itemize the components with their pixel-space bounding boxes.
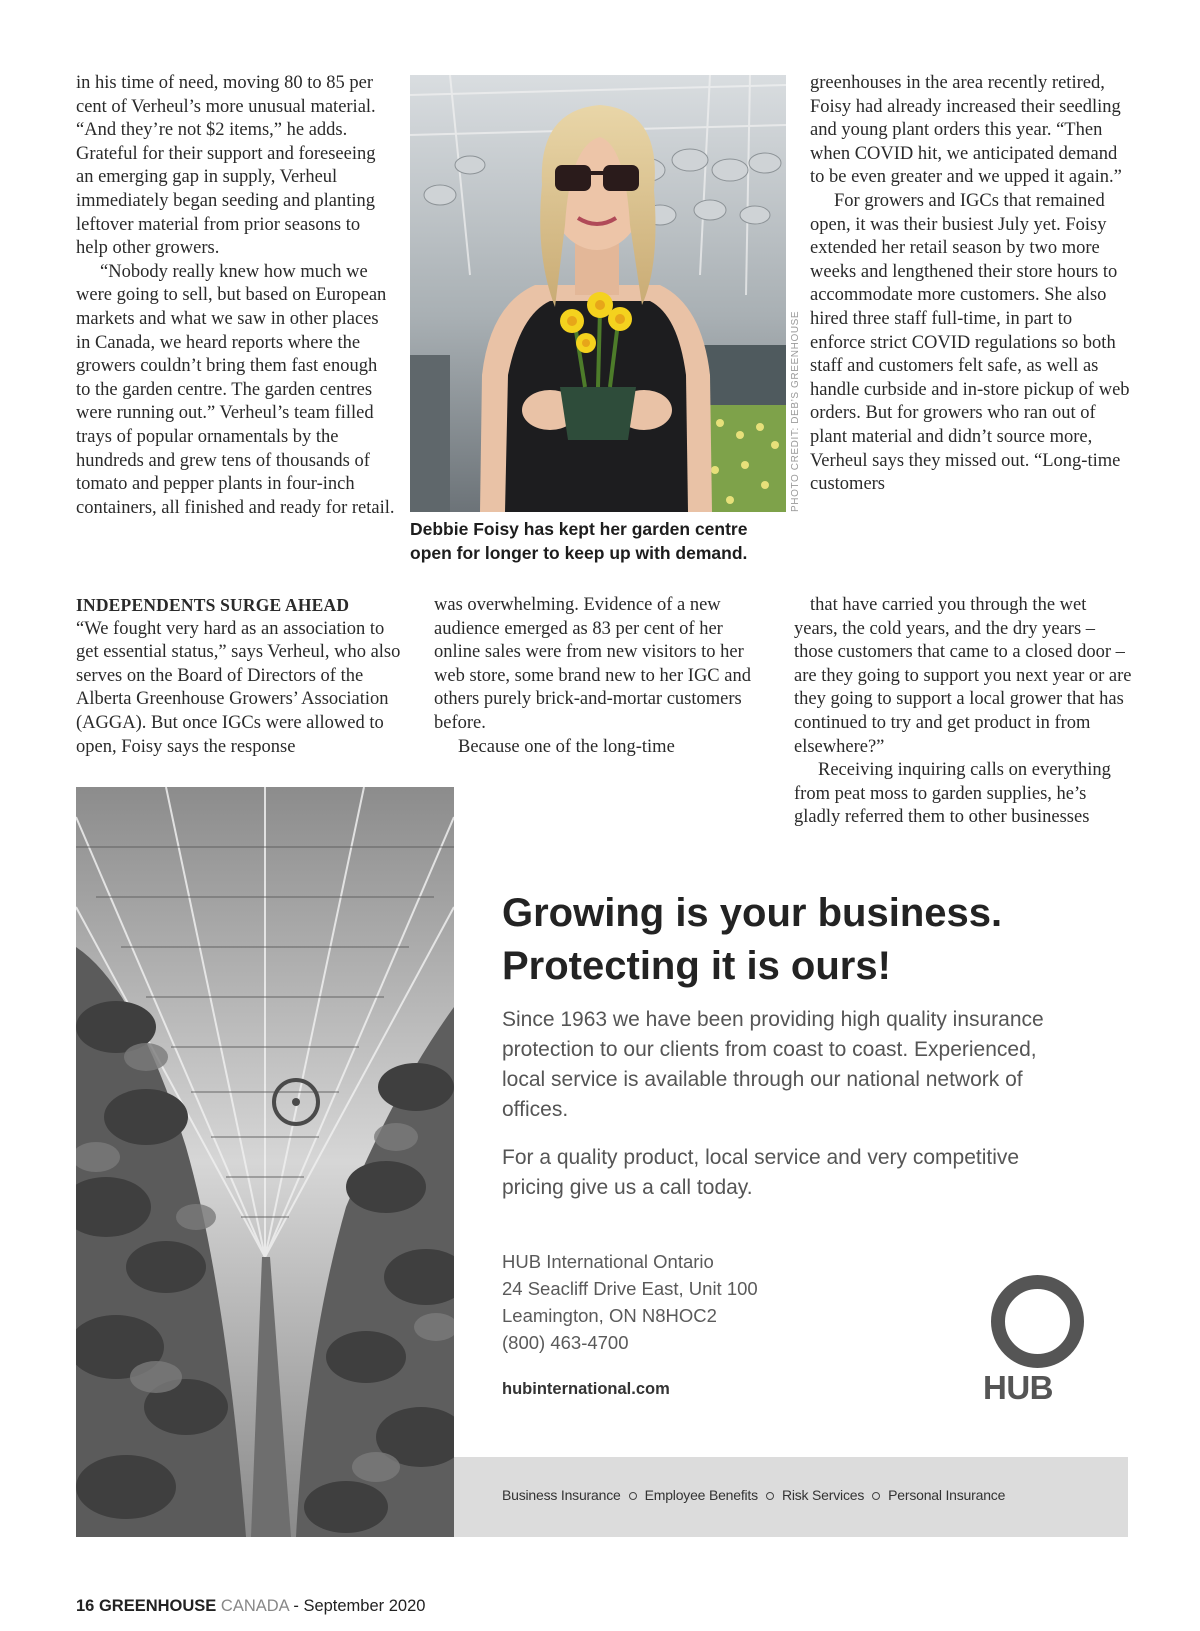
service-item: Business Insurance bbox=[502, 1487, 621, 1503]
article-column-1-bottom bbox=[76, 594, 406, 759]
article-photo bbox=[410, 75, 786, 512]
paragraph: “We fought very hard as an association to get essential status,” says Verheul, who also serves on the Board of Directors of the Alberta Greenhouse Growers’ Association (AGGA). But once IGCs were allowed to open, Foisy says the response bbox=[76, 618, 401, 757]
page-number: 16 bbox=[76, 1597, 95, 1615]
paragraph: greenhouses in the area recently retired, Foisy had already increased their seedling and young plant orders this year. “Then when COVID hit, we anticipated demand to be even greater and we upped it again.” bbox=[810, 73, 1122, 188]
paragraph: Because one of the long-time bbox=[458, 736, 675, 757]
services-list bbox=[502, 1487, 1005, 1503]
paragraph: Receiving inquiring calls on everything from peat moss to garden supplies, he’s gladly referred them to other businesses bbox=[794, 760, 1111, 828]
ad-headline-line-2: Protecting it is ours! bbox=[502, 944, 891, 988]
website-link[interactable]: hubinternational.com bbox=[502, 1380, 670, 1398]
hub-logo-text: HUB bbox=[983, 1369, 1053, 1406]
paragraph: was overwhelming. Evidence of a new audience emerged as 83 per cent of her online sales were from new visitors to her web store, some brand new to her IGC and others purely brick-and-mortar customers before. bbox=[434, 595, 751, 733]
paragraph: “Nobody really knew how much we were going to sell, but based on European markets and what we saw in other places in Canada, we heard reports where the growers couldn’t bring them fast enough to the garden centre. The garden centres were running out.” Verheul’s team filled trays of popular ornamentals by the hundreds and grew tens of thousands of tomato and pepper plants in four-inch containers, all finished and ready for retail. bbox=[76, 261, 395, 518]
ad-greenhouse-photo bbox=[76, 787, 454, 1537]
section-subhead: INDEPENDENTS SURGE AHEAD bbox=[76, 595, 350, 615]
magazine-name-suffix: CANADA bbox=[220, 1597, 289, 1615]
services-bar bbox=[454, 1457, 1128, 1537]
service-item: Personal Insurance bbox=[888, 1487, 1006, 1503]
circle-bullet-icon bbox=[629, 1492, 637, 1500]
ad-body-paragraph: Since 1963 we have been providing high quality insurance protection to our clients from coast to coast. Experienced, local service is available through our national network of offices. bbox=[502, 1008, 1044, 1121]
paragraph: in his time of need, moving 80 to 85 per cent of Verheul’s more unusual material. “And they’re not $2 items,” he adds. Grateful for their support and foreseeing an emerging gap in supply, Verheul immediately began seeding and planting leftover material from prior seasons to help other growers. bbox=[76, 73, 376, 259]
paragraph: that have carried you through the wet years, the cold years, and the dry years – those customers that came to a closed door – are they going to support you next year or are they going to support a local grower that has continued to try and get product in from elsewhere?” bbox=[794, 595, 1132, 757]
service-item: Risk Services bbox=[781, 1487, 865, 1503]
hub-advertisement bbox=[76, 787, 1128, 1537]
phone-number[interactable]: (800) 463-4700 bbox=[502, 1332, 629, 1353]
hub-logo bbox=[981, 1275, 1081, 1405]
ad-address-block bbox=[502, 1248, 902, 1356]
ad-headline-line-1: Growing is your business. bbox=[502, 891, 1003, 935]
issue-date: - September 2020 bbox=[293, 1597, 426, 1615]
article-column-1-top bbox=[76, 72, 396, 520]
photo-credit: PHOTO CREDIT: DEB’S GREENHOUSE bbox=[790, 310, 801, 512]
magazine-name: GREENHOUSE bbox=[98, 1597, 217, 1615]
city-postal: Leamington, ON N8HOC2 bbox=[502, 1305, 717, 1326]
page-footer bbox=[76, 1597, 425, 1616]
circle-bullet-icon bbox=[872, 1492, 880, 1500]
article-column-2-bottom bbox=[434, 594, 764, 759]
street-address: 24 Seacliff Drive East, Unit 100 bbox=[502, 1278, 758, 1299]
greenhouse-interior-illustration bbox=[76, 787, 454, 1537]
ad-body-paragraph: For a quality product, local service and very competitive pricing give us a call today. bbox=[502, 1146, 1020, 1199]
ad-headline bbox=[502, 887, 1102, 993]
hub-ring-icon bbox=[991, 1275, 1084, 1368]
photo-caption: Debbie Foisy has kept her garden centre open for longer to keep up with demand. bbox=[410, 519, 748, 563]
circle-bullet-icon bbox=[766, 1492, 774, 1500]
service-item: Employee Benefits bbox=[644, 1487, 758, 1503]
paragraph: For growers and IGCs that remained open, it was their busiest July yet. Foisy extended her retail season by two more weeks and lengthened their store hours to accommodate more customers. She also hired three staff full-time, in part to enforce strict COVID regulations so both staff and customers felt safe, as well as handle curbside and in-store pickup of web orders. But for growers who ran out of plant material and didn’t source more, Verheul says they missed out. “Long-time customers bbox=[810, 190, 1130, 495]
greenhouse-portrait-illustration bbox=[410, 75, 786, 512]
article-column-3-top bbox=[810, 72, 1130, 497]
company-name: HUB International Ontario bbox=[502, 1251, 714, 1272]
